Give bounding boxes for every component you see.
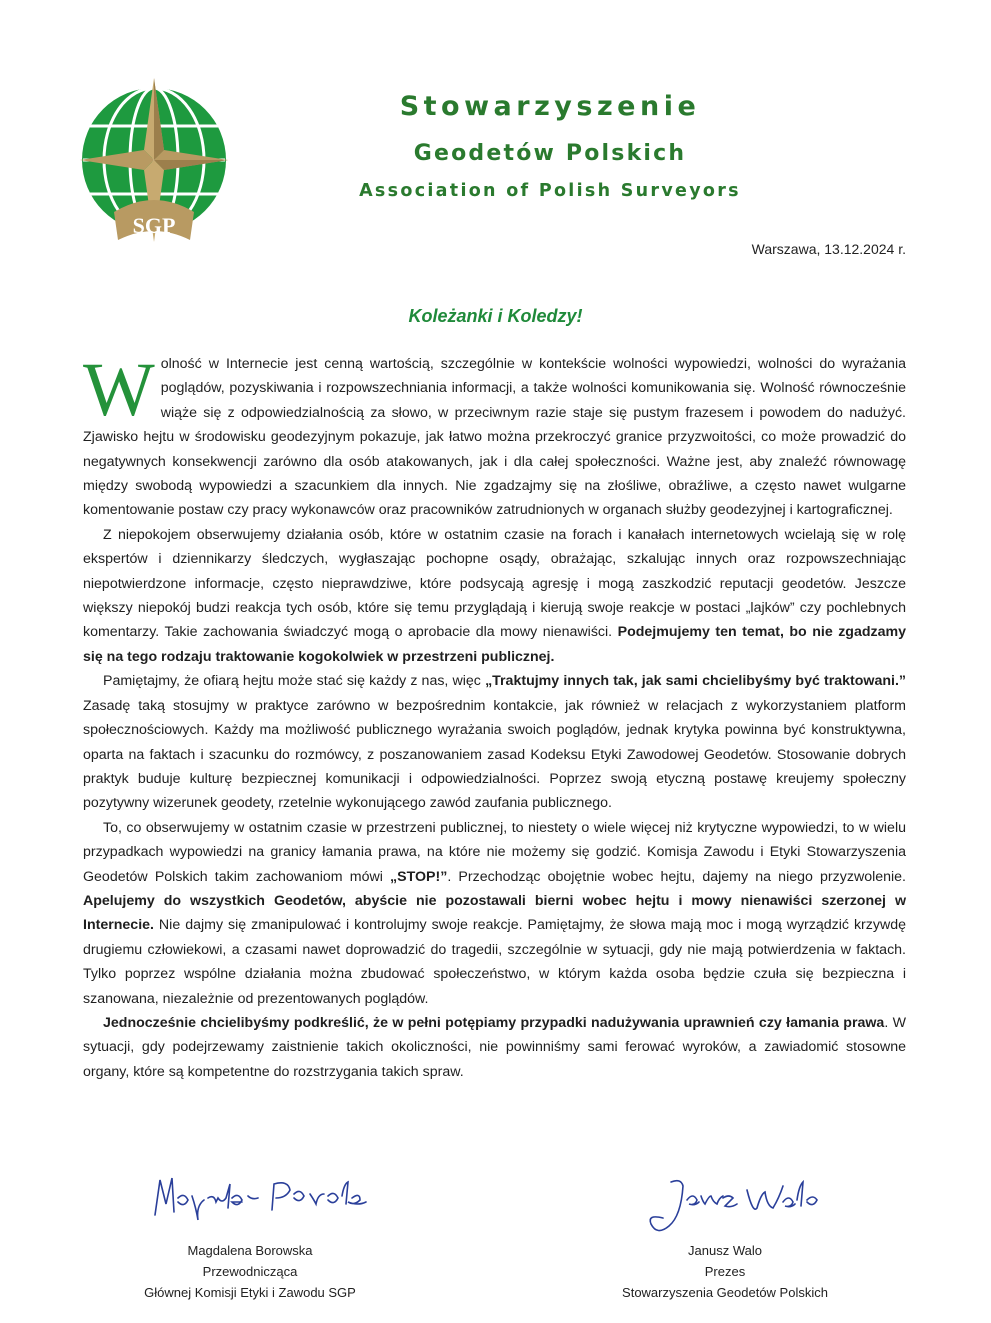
handwritten-signature-walo xyxy=(575,1160,875,1240)
paragraph-4 xyxy=(83,816,906,1011)
paragraph-4-end: Nie dajmy się zmanipulować i kontrolujmy swoje reakcje. Pamiętajmy, że słowa mają moc i mogą wyrządzić krzywdę drugiemu człowiekowi, a czasami nawet doprowadzić do tragedii, szczególnie w sytuacji, gdy nie mają potwierdzenia w faktach. Tylko poprzez wspólne działania można zbudować społeczeństwo, w którym każda osoba będzie czuła się bezpieczna i szanowana, niezależnie od prezentowanych poglądów. xyxy=(83,917,906,1007)
paragraph-3-emphasis: „Traktujmy innych tak, jak sami chcielibyśmy być traktowani.” xyxy=(485,673,906,690)
paragraph-1 xyxy=(83,348,906,523)
organization-header xyxy=(300,90,800,203)
org-name-line2: Geodetów Polskich xyxy=(413,141,687,166)
greeting: Koleżanki i Koledzy! xyxy=(408,306,583,326)
signature-block-right xyxy=(575,1160,875,1303)
signatory-org-right: Stowarzyszenia Geodetów Polskich xyxy=(622,1285,828,1300)
signature-block-left xyxy=(100,1160,400,1303)
signatory-title-right: Prezes xyxy=(704,1264,746,1279)
org-name-line1: Stowarzyszenie xyxy=(399,91,701,122)
signatory-org-left: Głównej Komisji Etyki i Zawodu SGP xyxy=(144,1285,356,1300)
paragraph-2-emphasis: Podejmujemy ten temat, bo nie zgadzamy się na tego rodzaju traktowanie kogokolwiek w przestrzeni publicznej. xyxy=(83,624,906,665)
paragraph-3-start: Pamiętajmy, że ofiarą hejtu może stać się każdy z nas, więc xyxy=(103,673,486,690)
paragraph-5 xyxy=(83,1011,906,1084)
paragraph-2-text: Z niepokojem obserwujemy działania osób, które w ostatnim czasie na forach i kanałach internetowych wcielają się w rolę ekspertów i dziennikarzy śledczych, wygłaszając pochopne osądy, obrażając, szkalując innych oraz rozpowszechniając niepotwierdzone informacje, często nieprawdziwe, które podsycają agresję i mogą zaszkodzić reputacji geodetów. Jeszcze większy niepokój budzi reakcja tych osób, które się temu przyglądają i kierują swoje reakcje w postaci „lajków” czy pochlebnych komentarzy. Takie zachowania świadczyć mogą o aprobacie dla mowy nienawiści. xyxy=(83,526,906,641)
signatory-title-left: Przewodnicząca xyxy=(202,1264,298,1279)
sgp-logo xyxy=(80,76,228,246)
org-name-english: Association of Polish Surveyors xyxy=(359,181,741,201)
paragraph-4-appeal: Apelujemy do wszystkich Geodetów, abyście nie pozostawali bierni wobec hejtu i mowy nienawiści szerzonej w Internecie. xyxy=(83,892,906,934)
letter-body xyxy=(83,348,906,1084)
paragraph-1-text: olność w Internecie jest cenną wartością, szczególnie w kontekście wolności wypowiedzi, wolności do wyrażania poglądów, pozyskiwania i rozpowszechniania informacji, a także wolności komunikowania się. Wolność równocześnie wiąże się z odpowiedzialnością za słowo, w przeciwnym razie staje się pustym frazesem i powodem do nadużyć. Zjawisko hejtu w środowisku geodezyjnym pokazuje, jak łatwo można przekroczyć granice przyzwoitości, co może prowadzić do negatywnych konsekwencji zarówno dla osób atakowanych, jak i dla całej społeczności. Ważne jest, aby znaleźć równowagę między swobodą wypowiedzi a szacunkiem dla innych. Nie zgadzajmy się na złośliwe, obraźliwe, a często nawet wulgarne komentowanie postaw czy pracy wykonawców oraz pracowników zatrudnionych w organach służby geodezyjnej i kartograficznej. xyxy=(83,356,906,519)
paragraph-5-emphasis: Jednocześnie chcielibyśmy podkreślić, że w pełni potępiamy przypadki nadużywania uprawnień czy łamania prawa xyxy=(103,1014,885,1031)
paragraph-5-end: . W sytuacji, gdy podejrzewamy zaistnienie takich okoliczności, nie powinniśmy sami ferować wyroków, a zawiadomić stosowne organy, które są kompetentne do rozstrzygania takich spraw. xyxy=(83,1014,906,1080)
logo-text: SGP xyxy=(132,213,176,238)
signatory-name-right: Janusz Walo xyxy=(688,1243,762,1258)
paragraph-2 xyxy=(83,523,906,669)
paragraph-3 xyxy=(83,669,906,815)
paragraph-3-end: Zasadę taką stosujmy w praktyce zarówno w bezpośrednim kontakcie, jak również w relacjach z wykorzystaniem platform społecznościowych. Każdy ma możliwość publicznego wyrażania swoich poglądów, jednak krytyka powinna być konstruktywna, oparta na faktach i szacunku do rozmówcy, z poszanowaniem zasad Kodeksu Etyki Zawodowej Geodetów. Stosowanie dobrych praktyk buduje kulturę bezpiecznej komunikacji i odpowiedzialności. Poprzez swoją etyczną postawę kreujemy społeczny pozytywny wizerunek geodety, rzetelnie wykonującego zawód zaufania publicznego. xyxy=(83,697,906,812)
paragraph-4-stop: „STOP!” xyxy=(390,868,448,885)
signatory-name-left: Magdalena Borowska xyxy=(187,1243,313,1258)
paragraph-4-start: To, co obserwujemy w ostatnim czasie w przestrzeni publicznej, to niestety o wiele więcej niż krytyczne wypowiedzi, to w wielu przypadkach wypowiedzi na granicy łamania prawa, na które nie możemy się godzić. Komisja Zawodu i Etyki Stowarzyszenia Geodetów Polskich takim zachowaniom mówi xyxy=(83,819,906,885)
handwritten-signature-borowska xyxy=(100,1160,400,1240)
paragraph-4-mid: . Przechodząc obojętnie wobec hejtu, dajemy na niego przyzwolenie. xyxy=(447,868,906,885)
letter-date: Warszawa, 13.12.2024 r. xyxy=(751,241,906,257)
drop-cap: W xyxy=(83,348,155,432)
